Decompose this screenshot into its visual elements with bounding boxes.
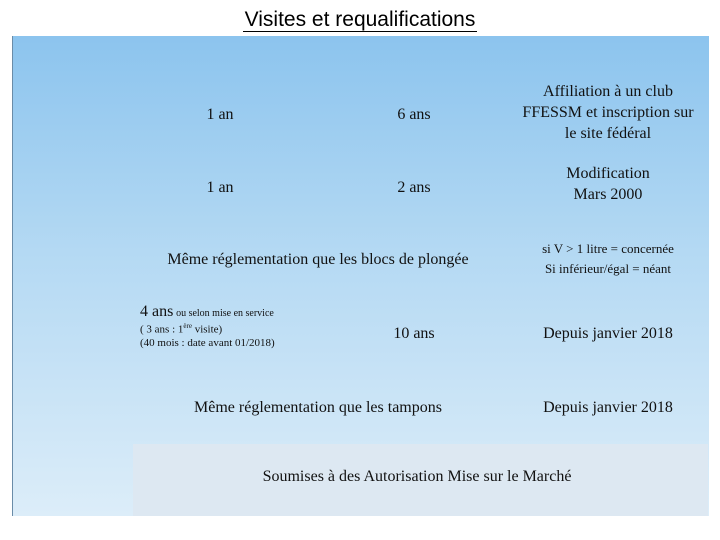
row4-col1-line3: (40 mois : date avant 01/2018) (140, 336, 275, 349)
row2-col3-line2: Mars 2000 (573, 186, 643, 203)
row4-col1-note: ou selon mise en service (176, 308, 274, 319)
row4-col1-line2-pre: ( 3 ans : 1 (140, 323, 184, 336)
row4-col1-main: 4 ans (140, 303, 174, 320)
row4-col2: 10 ans (393, 325, 435, 342)
row5-merged: Même réglementation que les tampons (194, 399, 442, 416)
row2-col3 (520, 163, 696, 205)
page-title (0, 8, 720, 32)
row2-col3-line1: Modification (566, 165, 650, 182)
row1-col2: 6 ans (397, 106, 431, 123)
row4-col1-line2-sup: ère (183, 322, 192, 330)
row4-col1 (140, 305, 330, 350)
row1-col3: Affiliation à un club FFESSM et inscription sur le site fédéral (522, 83, 694, 142)
row2-col2: 2 ans (397, 179, 431, 196)
row4-col3: Depuis janvier 2018 (543, 325, 673, 342)
row5-col3: Depuis janvier 2018 (543, 399, 673, 416)
title-text: Visites et requalifications (244, 8, 476, 31)
row1-col1: 1 an (206, 106, 234, 123)
row3-col3 (520, 239, 696, 279)
row4-col1-line2-post: visite) (191, 323, 223, 336)
row3-col3-line1: si V > 1 litre = concernée (542, 241, 674, 256)
row2-col1: 1 an (206, 179, 234, 196)
row3-col3-line2: Si inférieur/égal = néant (544, 261, 672, 276)
row3-merged: Même réglementation que les blocs de plongée (167, 251, 469, 268)
footer-text: Soumises à des Autorisation Mise sur le Marché (262, 468, 572, 485)
